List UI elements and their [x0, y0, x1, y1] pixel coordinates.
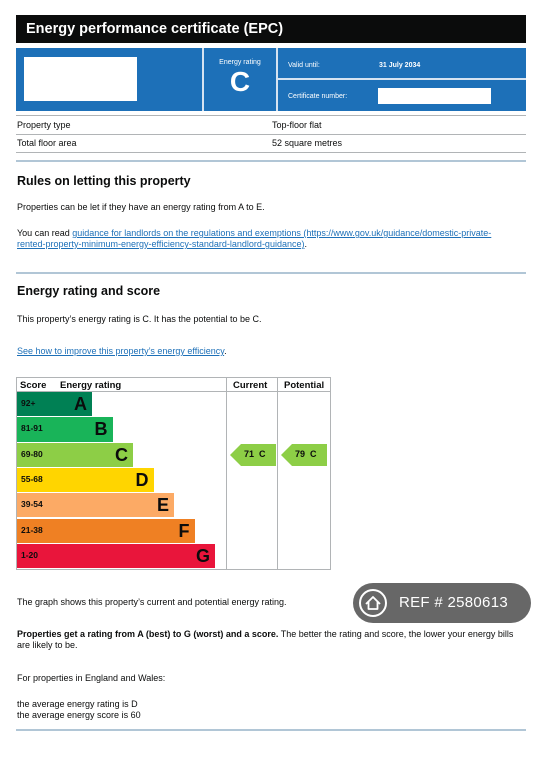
rules-paragraph: Properties can be let if they have an energy rating from A to E.	[17, 202, 265, 212]
rules-heading: Rules on letting this property	[17, 174, 191, 188]
chart-header-energy-rating: Energy rating	[60, 380, 122, 391]
property-type-value: Top-floor flat	[272, 120, 322, 130]
band-letter: B	[94, 419, 108, 440]
reference-watermark	[353, 583, 531, 623]
band-letter: G	[195, 545, 210, 566]
rating-band-c	[17, 443, 133, 467]
logo-placeholder	[24, 57, 137, 101]
valid-until-label: Valid until:	[288, 62, 320, 69]
chart-column-divider	[277, 377, 278, 570]
energy-rating-label: Energy rating	[219, 59, 261, 66]
rating-band-d	[17, 468, 154, 492]
rating-explanation-bold: Properties get a rating from A (best) to G (worst) and a score.	[17, 629, 279, 639]
band-score: 1-20	[21, 549, 39, 560]
guidance-prefix: You can read	[17, 228, 73, 238]
floor-area-value: 52 square metres	[272, 138, 343, 148]
current-rating-arrow	[230, 444, 276, 466]
guidance-link[interactable]: guidance for landlords on the regulations and exemptions (https://www.gov.uk/guidance/domestic-private-	[72, 228, 492, 238]
potential-rating-label: 79 C	[295, 448, 317, 459]
divider	[16, 152, 526, 153]
band-letter: C	[115, 444, 128, 465]
guidance-paragraph	[17, 228, 517, 250]
energy-paragraph: This property’s energy rating is C. It has the potential to be C.	[17, 314, 262, 324]
rating-band-f	[17, 519, 195, 543]
certificate-number-label: Certificate number:	[288, 93, 348, 100]
page-title: Energy performance certificate (EPC)	[16, 15, 526, 43]
current-rating-label: 71 C	[244, 448, 266, 459]
rating-band-g	[17, 544, 215, 568]
band-score: 55-68	[21, 473, 43, 484]
improve-paragraph	[17, 346, 227, 357]
band-letter: F	[178, 520, 190, 541]
band-score: 21-38	[21, 524, 43, 535]
divider	[277, 78, 526, 80]
reference-number: REF # 2580613	[399, 594, 508, 611]
rating-band-b	[17, 417, 113, 441]
rating-explanation-rest: The better the rating and score, the lower your energy bills are likely to be.	[17, 629, 514, 650]
valid-until-value: 31 July 2034	[379, 62, 421, 69]
improve-efficiency-link[interactable]: See how to improve this property’s energy efficiency	[17, 346, 225, 356]
band-score: 92+	[21, 398, 36, 408]
chart-header-score: Score	[20, 380, 47, 391]
chart-header-potential: Potential	[284, 380, 325, 391]
potential-rating-arrow	[281, 444, 327, 466]
divider	[16, 134, 526, 135]
section-divider	[16, 160, 526, 162]
england-wales-note: For properties in England and Wales:	[17, 673, 166, 683]
rating-explanation	[17, 629, 517, 651]
section-divider	[16, 729, 526, 731]
graph-note: The graph shows this property’s current and potential energy rating.	[17, 597, 287, 607]
average-rating: the average energy rating is D	[17, 699, 138, 709]
certificate-number-field	[378, 88, 491, 104]
energy-rating-value: C	[229, 66, 251, 97]
energy-heading: Energy rating and score	[17, 284, 161, 298]
divider	[16, 115, 526, 116]
guidance-link-continued[interactable]: rented-property-minimum-energy-efficiency-standard-landlord-guidance)	[17, 239, 305, 249]
property-type-label: Property type	[17, 120, 71, 130]
improve-suffix: .	[224, 346, 227, 356]
chart-column-divider	[226, 377, 227, 570]
chart-header-current: Current	[233, 380, 268, 391]
band-letter: A	[74, 394, 87, 414]
band-letter: D	[135, 469, 149, 490]
rating-band-e	[17, 493, 174, 517]
section-divider	[16, 272, 526, 274]
home-icon	[359, 589, 387, 617]
average-score: the average energy score is 60	[17, 710, 141, 720]
floor-area-label: Total floor area	[17, 138, 77, 148]
band-score: 39-54	[21, 499, 43, 510]
band-score: 81-91	[21, 423, 43, 434]
band-letter: E	[156, 495, 169, 516]
guidance-suffix: .	[304, 239, 307, 249]
rating-band-a	[17, 392, 92, 416]
band-score: 69-80	[21, 448, 43, 459]
